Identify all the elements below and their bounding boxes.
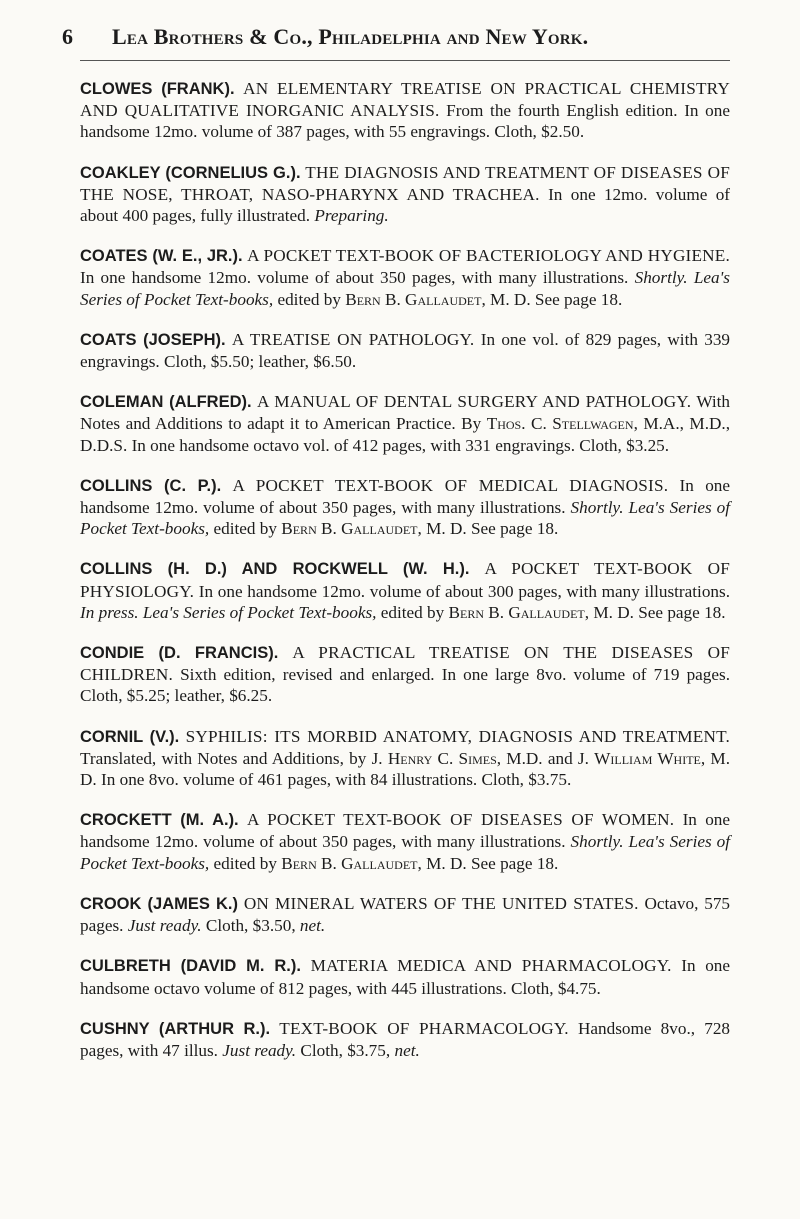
entry-status: Just ready. (127, 916, 202, 936)
entry-author: CULBRETH (DAVID M. R.). (80, 957, 301, 976)
entry-edited-by: edited by (213, 519, 277, 539)
catalog-entry (80, 78, 730, 143)
entry-author: COLEMAN (ALFRED). (80, 393, 252, 412)
entry-description: In one handsome 12mo. volume of about 350 pages, with many illustrations. (80, 268, 629, 288)
entry-description-end: , M. D. In one 8vo. volume of 461 pages, with 84 illustrations. Cloth, $3.75. (80, 748, 731, 790)
entry-net: net. (394, 1040, 420, 1060)
entry-description: From the fourth English edition. In one handsome 12mo. volume of 387 pages, with 55 engravings. Cloth, $2.50. (80, 101, 731, 142)
catalog-entry (80, 475, 730, 540)
entry-editor: Thos. C. Stellwagen (486, 414, 634, 434)
entry-author: CROCKETT (M. A.). (80, 811, 239, 830)
entry-title: THE DIAGNOSIS AND TREATMENT OF DISEASES OF THE NOSE, THROAT, NASO-PHARYNX AND TRACHEA. (80, 162, 730, 204)
entry-description: In one 12mo. volume of about 400 pages, fully illustrated. (80, 184, 731, 226)
entry-author: CORNIL (V.). (80, 727, 180, 746)
entry-description-cont: , M.D. and J. (496, 748, 589, 768)
entry-after: , M. D. See page 18. (417, 519, 559, 539)
entry-status: Just ready. (222, 1040, 297, 1060)
entry-description: With Notes and Additions to adapt it to American Practice. By (80, 392, 730, 434)
entry-editor: Henry C. Simes (387, 748, 497, 768)
entry-author: CLOWES (FRANK). (80, 80, 235, 98)
catalog-entry (80, 642, 730, 707)
entry-editor: Bern B. Gallaudet (281, 519, 418, 539)
catalog-entry (80, 893, 730, 936)
entry-net: net. (299, 916, 326, 936)
entry-author: COLLINS (C. P.). (80, 476, 222, 495)
entry-author: COAKLEY (CORNELIUS G.). (80, 163, 301, 182)
entry-edited-by: edited by (213, 853, 277, 873)
entry-title: TEXT-BOOK OF PHARMACOLOGY. (279, 1018, 569, 1038)
entry-author: COATES (W. E., JR.). (80, 247, 243, 266)
entry-author: CONDIE (D. FRANCIS). (80, 644, 279, 663)
entry-editor: Bern B. Gallaudet (281, 853, 418, 873)
catalog-entries (80, 78, 730, 1080)
entry-author: CUSHNY (ARTHUR R.). (80, 1019, 271, 1038)
catalog-entry (80, 558, 730, 623)
entry-description: Sixth edition, revised and enlarged. In one large 8vo. volume of 719 pages. Cloth, $5.25; leather, $6.25. (80, 665, 731, 706)
entry-status: Shortly. Lea's Series of Pocket Text-books, (80, 498, 731, 539)
entry-title: MATERIA MEDICA AND PHARMACOLOGY. (310, 956, 672, 976)
entry-description: In one handsome 12mo. volume of about 350 pages, with many illustrations. (80, 475, 731, 518)
entry-editor: Bern B. Gallaudet (345, 289, 482, 309)
running-title: Lea Brothers & Co., Philadelphia and New York. (112, 24, 589, 49)
entry-title: AN ELEMENTARY TREATISE ON PRACTICAL CHEMISTRY AND QUALITATIVE INORGANIC ANALYSIS. (80, 79, 731, 121)
entry-title: A TREATISE ON PATHOLOGY. (231, 329, 475, 349)
entry-title: A POCKET TEXT-BOOK OF PHYSIOLOGY. (80, 559, 730, 601)
entry-edited-by: edited by (277, 289, 341, 309)
entry-editor: Bern B. Gallaudet (448, 602, 585, 622)
entry-description-cont: , M.A., M.D., D.D.S. In one handsome octavo vol. of 412 pages, with 331 engravings. Cloth, $3.25. (80, 414, 731, 455)
catalog-entry (80, 726, 730, 791)
entry-description: Handsome 8vo., 728 pages, with 47 illus. (80, 1018, 731, 1060)
entry-status: In press. Lea's Series of Pocket Text-books, (80, 602, 377, 622)
entry-after: , M. D. See page 18. (584, 602, 726, 622)
entry-status: Preparing. (314, 206, 389, 226)
entry-description: In one handsome 12mo. volume of about 300 pages, with many illustrations. (198, 581, 730, 601)
page-number: 6 (62, 24, 74, 49)
entry-status: Shortly. Lea's Series of Pocket Text-books, (80, 832, 731, 873)
catalog-entry (80, 955, 730, 998)
catalog-entry (80, 329, 730, 372)
entry-title: SYPHILIS: ITS MORBID ANATOMY, DIAGNOSIS AND TREATMENT. (185, 726, 730, 746)
catalog-entry (80, 391, 730, 456)
entry-after: , M. D. See page 18. (417, 853, 559, 873)
entry-title: A POCKET TEXT-BOOK OF DISEASES OF WOMEN. (246, 810, 675, 830)
entry-after: Cloth, $3.50, (205, 916, 296, 936)
entry-status: Shortly. Lea's Series of Pocket Text-books, (80, 268, 730, 309)
catalog-entry (80, 245, 730, 310)
entry-description: In one handsome octavo volume of 812 pages, with 445 illustrations. Cloth, $4.75. (80, 956, 731, 998)
header-rule (80, 60, 730, 61)
entry-title: A PRACTICAL TREATISE ON THE DISEASES OF CHILDREN. (80, 643, 730, 685)
running-header (62, 24, 738, 50)
entry-title: A MANUAL OF DENTAL SURGERY AND PATHOLOGY. (257, 392, 692, 412)
entry-description: In one vol. of 829 pages, with 339 engravings. Cloth, $5.50; leather, $6.50. (80, 329, 731, 372)
entry-editor: William White (594, 748, 701, 768)
entry-description: Octavo, 575 pages. (80, 893, 731, 936)
entry-author: CROOK (JAMES K.) (80, 894, 238, 913)
entry-author: COATS (JOSEPH). (80, 330, 226, 349)
catalog-entry (80, 162, 730, 227)
entry-description: Translated, with Notes and Additions, by J. (80, 748, 383, 768)
catalog-entry (80, 1018, 730, 1061)
entry-author: COLLINS (H. D.) AND ROCKWELL (W. H.). (80, 560, 470, 579)
entry-description: In one handsome 12mo. volume of about 350 pages, with many illustrations. (80, 810, 731, 852)
entry-edited-by: edited by (380, 602, 445, 622)
entry-after: , M. D. See page 18. (481, 289, 623, 309)
entry-title: A POCKET TEXT-BOOK OF BACTERIOLOGY AND HYGIENE. (247, 246, 730, 266)
entry-after: Cloth, $3.75, (300, 1040, 391, 1060)
entry-title: ON MINERAL WATERS OF THE UNITED STATES. (243, 893, 639, 913)
entry-title: A POCKET TEXT-BOOK OF MEDICAL DIAGNOSIS. (232, 475, 669, 495)
catalog-entry (80, 809, 730, 874)
